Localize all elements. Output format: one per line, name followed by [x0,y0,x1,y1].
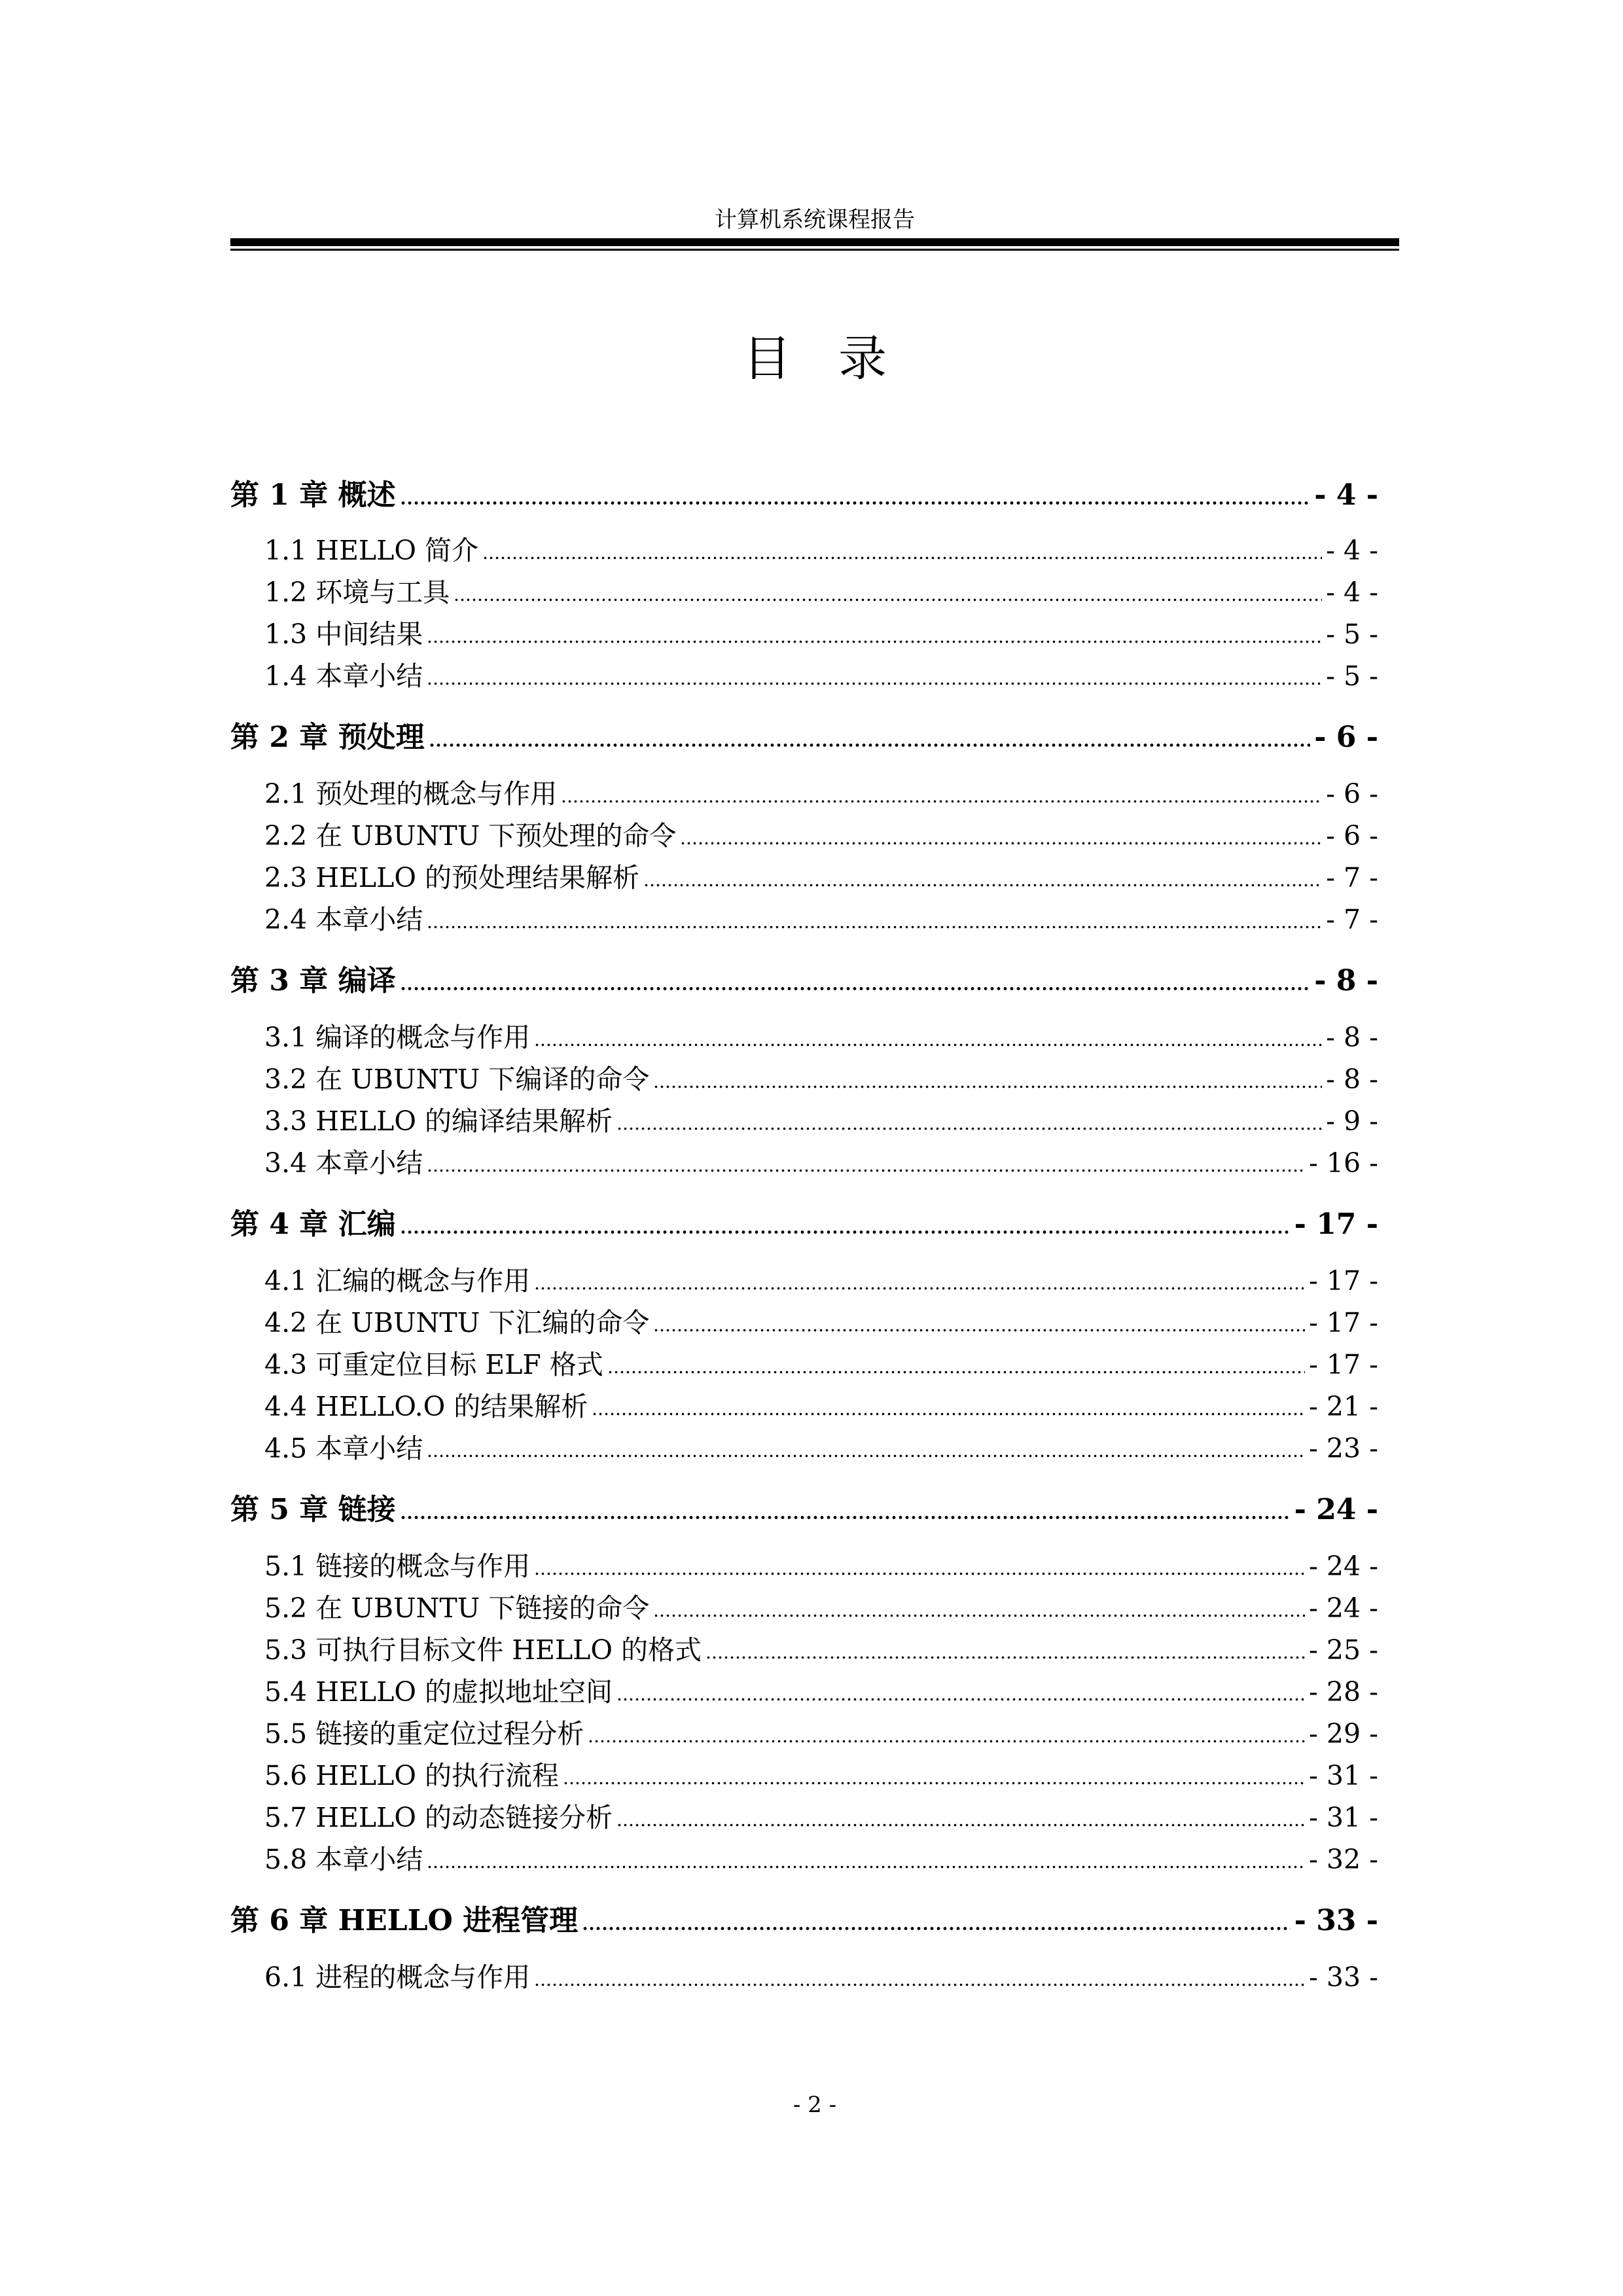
toc-section-entry[interactable] [264,1343,1378,1382]
toc-entry-page: - 4 - [1326,535,1378,566]
toc-section-entry[interactable] [264,1838,1378,1876]
toc-section-entry[interactable] [264,898,1378,937]
toc-section-entry[interactable] [264,529,1378,567]
toc-entry-page: - 31 - [1309,1802,1378,1833]
toc-entry-page: - 24 - [1309,1551,1378,1582]
toc-section-entry[interactable] [264,1956,1378,1994]
toc-chapter-entry[interactable] [230,1897,1378,1939]
toc-entry-title: 4.3 可重定位目标 ELF 格式 [264,1349,603,1380]
toc-entry-page: - 4 - [1326,577,1378,608]
toc-entry-title: 1.1 HELLO 简介 [264,535,479,566]
toc-entry-page: - 6 - [1326,778,1378,810]
toc-section-entry[interactable] [264,1587,1378,1625]
toc-entry-page: - 24 - [1309,1592,1378,1624]
toc-entry-title: 4.2 在 UBUNTU 下汇编的命令 [264,1307,650,1338]
toc-entry-title: 第 1 章 概述 [230,478,396,512]
toc-entry-page: - 17 - [1309,1349,1378,1380]
toc-section-entry[interactable] [264,856,1378,895]
toc-entry-page: - 25 - [1309,1634,1378,1666]
toc-entry-title: 4.4 HELLO.O 的结果解析 [264,1391,588,1422]
header-rule-thin [230,249,1399,251]
toc-entry-page: - 31 - [1309,1760,1378,1791]
toc-dot-leader [592,1412,1305,1416]
toc-entry-page: - 33 - [1294,1904,1378,1937]
toc-entry-title: 5.6 HELLO 的执行流程 [264,1760,560,1791]
toc-dot-leader [582,1926,1290,1930]
toc-chapter-entry[interactable] [230,957,1378,999]
toc-dot-leader [454,598,1322,601]
toc-entry-title: 2.3 HELLO 的预处理结果解析 [264,862,640,893]
toc-entry-title: 第 2 章 预处理 [230,721,425,754]
toc-dot-leader [534,1571,1305,1575]
toc-chapter-entry[interactable] [230,471,1378,513]
toc-dot-leader [616,1823,1305,1827]
toc-section-entry[interactable] [264,772,1378,811]
toc-section-entry[interactable] [264,1141,1378,1180]
toc-entry-page: - 17 - [1294,1208,1378,1241]
toc-dot-leader [534,1043,1322,1047]
toc-entry-page: - 29 - [1309,1718,1378,1749]
toc-entry-page: - 7 - [1326,862,1378,893]
toc-entry-title: 5.1 链接的概念与作用 [264,1551,531,1582]
toc-dot-leader [616,1697,1305,1701]
toc-entry-page: - 23 - [1309,1433,1378,1464]
toc-chapter-entry[interactable] [230,1486,1378,1528]
toc-entry-page: - 17 - [1309,1265,1378,1297]
toc-entry-page: - 6 - [1314,721,1378,754]
toc-dot-leader [427,925,1322,929]
toc-entry-title: 5.3 可执行目标文件 HELLO 的格式 [264,1634,702,1666]
toc-entry-page: - 24 - [1294,1493,1378,1526]
toc-entry-title: 1.3 中间结果 [264,619,423,650]
toc-entry-page: - 5 - [1326,619,1378,650]
toc-section-entry[interactable] [264,1754,1378,1793]
toc-dot-leader [561,799,1322,803]
toc-dot-leader [653,1613,1305,1617]
toc-dot-leader [427,1865,1305,1869]
toc-section-entry[interactable] [264,1670,1378,1709]
toc-entry-title: 3.4 本章小结 [264,1147,423,1179]
toc-entry-title: 3.1 编译的概念与作用 [264,1022,531,1053]
toc-section-entry[interactable] [264,1427,1378,1465]
toc-entry-title: 1.4 本章小结 [264,660,423,692]
toc-dot-leader [427,1168,1305,1172]
toc-dot-leader [653,1328,1305,1332]
toc-entry-page: - 21 - [1309,1391,1378,1422]
toc-section-entry[interactable] [264,1545,1378,1583]
toc-entry-title: 5.4 HELLO 的虚拟地址空间 [264,1676,613,1708]
toc-entry-page: - 8 - [1314,964,1378,997]
toc-entry-title: 5.8 本章小结 [264,1844,423,1875]
toc-entry-page: - 6 - [1326,820,1378,852]
toc-entry-title: 2.2 在 UBUNTU 下预处理的命令 [264,820,677,852]
toc-dot-leader [607,1370,1305,1374]
toc-section-entry[interactable] [264,1016,1378,1054]
toc-entry-title: 4.5 本章小结 [264,1433,423,1464]
header-rule-thick [230,238,1399,246]
toc-chapter-entry[interactable] [230,713,1378,755]
toc-dot-leader [616,1126,1322,1130]
toc-dot-leader [563,1781,1305,1785]
toc-dot-leader [588,1739,1305,1743]
toc-entry-title: 5.5 链接的重定位过程分析 [264,1718,584,1749]
toc-entry-page: - 28 - [1309,1676,1378,1708]
toc-dot-leader [429,743,1311,747]
toc-entry-title: 6.1 进程的概念与作用 [264,1962,531,1993]
toc-dot-leader [705,1655,1305,1659]
toc-section-entry[interactable] [264,814,1378,853]
toc-entry-page: - 33 - [1309,1962,1378,1993]
toc-entry-title: 3.2 在 UBUNTU 下编译的命令 [264,1064,650,1095]
toc-entry-title: 4.1 汇编的概念与作用 [264,1265,531,1297]
toc-entry-title: 第 3 章 编译 [230,964,396,997]
toc-section-entry[interactable] [264,655,1378,693]
toc-entry-title: 1.2 环境与工具 [264,577,450,608]
toc-entry-page: - 4 - [1314,478,1378,512]
toc-title: 目录 [743,331,934,387]
toc-dot-leader [680,841,1322,845]
toc-entry-page: - 16 - [1309,1147,1378,1179]
toc-entry-title: 第 5 章 链接 [230,1493,396,1526]
toc-dot-leader [653,1085,1322,1088]
toc-section-entry[interactable] [264,1301,1378,1340]
toc-section-entry[interactable] [264,1385,1378,1424]
toc-section-entry[interactable] [264,571,1378,609]
page-number: - 2 - [793,2092,837,2118]
toc-entry-page: - 9 - [1326,1105,1378,1137]
toc-entry-page: - 8 - [1326,1064,1378,1095]
toc-section-entry[interactable] [264,1628,1378,1667]
toc-entry-page: - 17 - [1309,1307,1378,1338]
toc-entry-page: - 32 - [1309,1844,1378,1875]
toc-dot-leader [427,639,1322,643]
running-header: 计算机系统课程报告 [715,207,915,233]
toc-entry-title: 第 4 章 汇编 [230,1208,396,1241]
toc-chapter-entry[interactable] [230,1200,1378,1242]
toc-entry-title: 第 6 章 HELLO 进程管理 [230,1904,579,1937]
toc-dot-leader [643,883,1322,887]
toc-entry-title: 5.7 HELLO 的动态链接分析 [264,1802,613,1833]
toc-dot-leader [400,986,1311,990]
toc-entry-title: 2.4 本章小结 [264,904,423,935]
toc-dot-leader [427,1454,1305,1458]
toc-dot-leader [400,501,1311,505]
toc-section-entry[interactable] [264,1259,1378,1298]
toc-entry-title: 3.3 HELLO 的编译结果解析 [264,1105,613,1137]
toc-section-entry[interactable] [264,1058,1378,1096]
toc-dot-leader [534,1982,1305,1986]
toc-entry-page: - 8 - [1326,1022,1378,1053]
toc-section-entry[interactable] [264,1100,1378,1138]
toc-entry-page: - 5 - [1326,660,1378,692]
toc-dot-leader [400,1230,1291,1234]
toc-section-entry[interactable] [264,613,1378,651]
toc-dot-leader [482,556,1322,560]
toc-dot-leader [400,1515,1291,1519]
toc-entry-title: 5.2 在 UBUNTU 下链接的命令 [264,1592,650,1624]
toc-dot-leader [427,681,1322,685]
toc-dot-leader [534,1286,1305,1290]
toc-section-entry[interactable] [264,1712,1378,1751]
toc-entry-page: - 7 - [1326,904,1378,935]
toc-entry-title: 2.1 预处理的概念与作用 [264,778,558,810]
toc-section-entry[interactable] [264,1796,1378,1835]
